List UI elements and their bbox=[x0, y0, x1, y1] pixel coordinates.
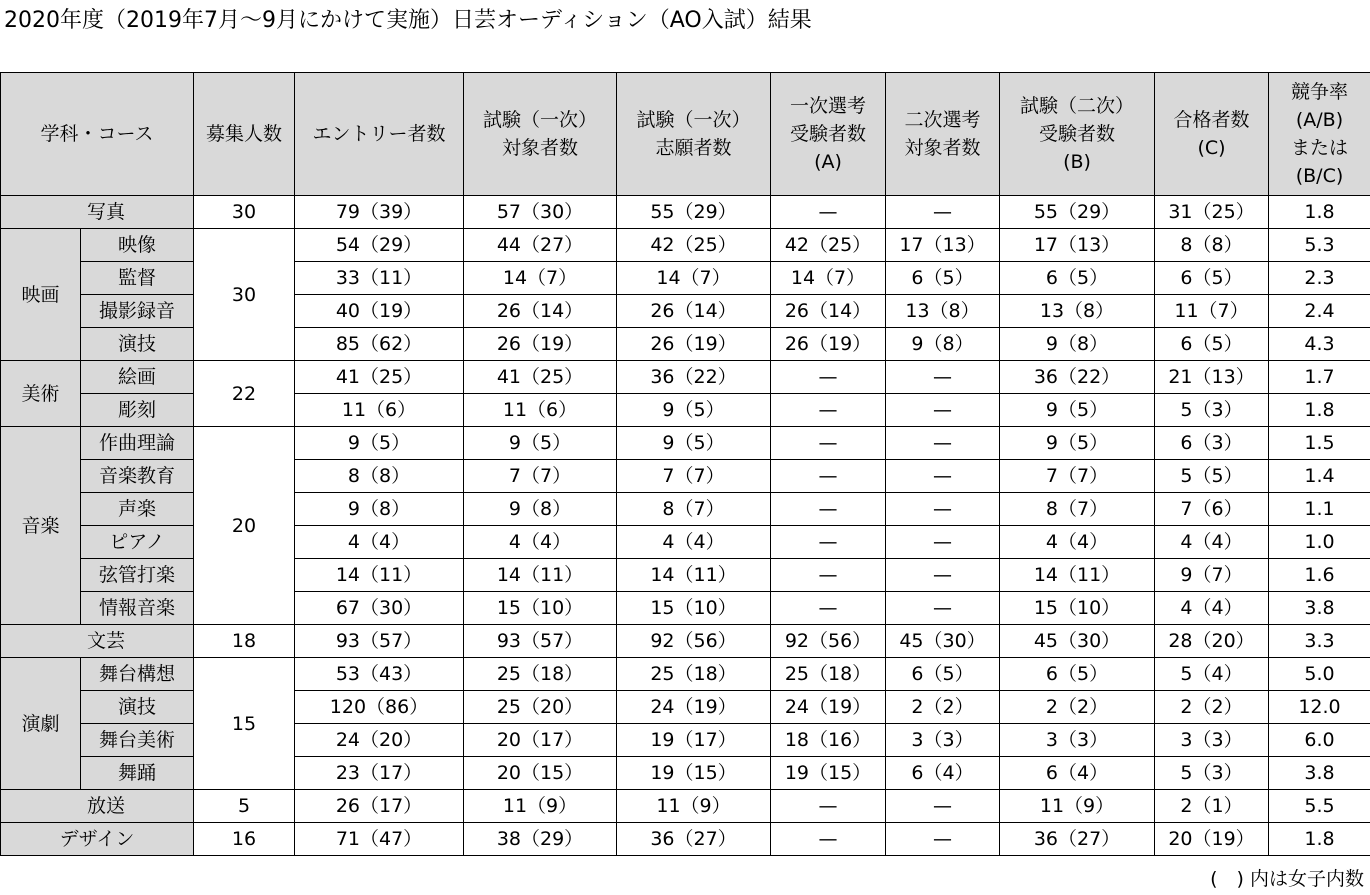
exam2-cell: 2（2） bbox=[1000, 691, 1155, 724]
quota-cell: 20 bbox=[194, 427, 295, 625]
exam2-cell: 9（8） bbox=[1000, 328, 1155, 361]
ratio-cell: 5.5 bbox=[1269, 790, 1370, 823]
entries-cell: 26（17） bbox=[295, 790, 464, 823]
passed-cell: 9（7） bbox=[1155, 559, 1269, 592]
exam1-target-cell: 25（20） bbox=[464, 691, 617, 724]
quota-cell: 30 bbox=[194, 229, 295, 361]
sel1-cell: — bbox=[771, 361, 886, 394]
exam2-cell: 11（9） bbox=[1000, 790, 1155, 823]
passed-cell: 3（3） bbox=[1155, 724, 1269, 757]
entries-cell: 54（29） bbox=[295, 229, 464, 262]
table-row bbox=[1, 196, 1370, 229]
ratio-cell: 1.8 bbox=[1269, 394, 1370, 427]
exam2-cell: 6（4） bbox=[1000, 757, 1155, 790]
exam1-target-cell: 4（4） bbox=[464, 526, 617, 559]
ratio-cell: 1.5 bbox=[1269, 427, 1370, 460]
sel1-cell: 24（19） bbox=[771, 691, 886, 724]
exam1-target-cell: 7（7） bbox=[464, 460, 617, 493]
entries-cell: 120（86） bbox=[295, 691, 464, 724]
exam1-target-cell: 44（27） bbox=[464, 229, 617, 262]
header-dept: 学科・コース bbox=[1, 73, 194, 196]
entries-cell: 24（20） bbox=[295, 724, 464, 757]
passed-cell: 5（3） bbox=[1155, 394, 1269, 427]
dept-cell: 写真 bbox=[1, 196, 194, 229]
course-cell: 声楽 bbox=[81, 493, 194, 526]
exam1-apply-cell: 55（29） bbox=[617, 196, 771, 229]
sel2-cell: 3（3） bbox=[886, 724, 1000, 757]
ratio-cell: 1.6 bbox=[1269, 559, 1370, 592]
quota-cell: 30 bbox=[194, 196, 295, 229]
exam1-target-cell: 38（29） bbox=[464, 823, 617, 856]
ratio-cell: 12.0 bbox=[1269, 691, 1370, 724]
table-row bbox=[1, 361, 1370, 394]
passed-cell: 31（25） bbox=[1155, 196, 1269, 229]
course-cell: 彫刻 bbox=[81, 394, 194, 427]
entries-cell: 53（43） bbox=[295, 658, 464, 691]
sel1-cell: 25（18） bbox=[771, 658, 886, 691]
entries-cell: 71（47） bbox=[295, 823, 464, 856]
ratio-cell: 4.3 bbox=[1269, 328, 1370, 361]
ratio-cell: 1.7 bbox=[1269, 361, 1370, 394]
sel2-cell: — bbox=[886, 361, 1000, 394]
ratio-cell: 3.3 bbox=[1269, 625, 1370, 658]
ratio-cell: 3.8 bbox=[1269, 592, 1370, 625]
exam1-apply-cell: 36（27） bbox=[617, 823, 771, 856]
entries-cell: 4（4） bbox=[295, 526, 464, 559]
exam2-cell: 55（29） bbox=[1000, 196, 1155, 229]
course-cell: 作曲理論 bbox=[81, 427, 194, 460]
entries-cell: 33（11） bbox=[295, 262, 464, 295]
exam2-cell: 36（22） bbox=[1000, 361, 1155, 394]
sel2-cell: 9（8） bbox=[886, 328, 1000, 361]
ratio-cell: 3.8 bbox=[1269, 757, 1370, 790]
exam1-apply-cell: 15（10） bbox=[617, 592, 771, 625]
sel2-cell: — bbox=[886, 823, 1000, 856]
passed-cell: 5（5） bbox=[1155, 460, 1269, 493]
passed-cell: 4（4） bbox=[1155, 592, 1269, 625]
sel1-cell: 26（14） bbox=[771, 295, 886, 328]
ratio-cell: 1.0 bbox=[1269, 526, 1370, 559]
exam1-target-cell: 15（10） bbox=[464, 592, 617, 625]
passed-cell: 4（4） bbox=[1155, 526, 1269, 559]
exam1-target-cell: 93（57） bbox=[464, 625, 617, 658]
exam2-cell: 14（11） bbox=[1000, 559, 1155, 592]
entries-cell: 23（17） bbox=[295, 757, 464, 790]
dept-cell: 音楽 bbox=[1, 427, 81, 625]
sel1-cell: 92（56） bbox=[771, 625, 886, 658]
exam1-target-cell: 20（15） bbox=[464, 757, 617, 790]
sel2-cell: 6（5） bbox=[886, 658, 1000, 691]
exam1-apply-cell: 92（56） bbox=[617, 625, 771, 658]
course-cell: 絵画 bbox=[81, 361, 194, 394]
header-sel1: 一次選考 受験者数 (A) bbox=[771, 73, 886, 196]
header-exam1-target: 試験（一次） 対象者数 bbox=[464, 73, 617, 196]
entries-cell: 85（62） bbox=[295, 328, 464, 361]
sel2-cell: 6（5） bbox=[886, 262, 1000, 295]
exam2-cell: 9（5） bbox=[1000, 427, 1155, 460]
ratio-cell: 1.1 bbox=[1269, 493, 1370, 526]
exam1-target-cell: 9（8） bbox=[464, 493, 617, 526]
sel2-cell: 6（4） bbox=[886, 757, 1000, 790]
passed-cell: 8（8） bbox=[1155, 229, 1269, 262]
sel1-cell: — bbox=[771, 196, 886, 229]
entries-cell: 79（39） bbox=[295, 196, 464, 229]
exam2-cell: 6（5） bbox=[1000, 262, 1155, 295]
exam1-apply-cell: 14（7） bbox=[617, 262, 771, 295]
exam1-apply-cell: 24（19） bbox=[617, 691, 771, 724]
footnote: ( ) 内は女子内数 bbox=[1210, 868, 1364, 890]
course-cell: 演技 bbox=[81, 691, 194, 724]
header-row bbox=[1, 73, 1370, 196]
header-exam2: 試験（二次） 受験者数 (B) bbox=[1000, 73, 1155, 196]
header-exam1-apply: 試験（一次） 志願者数 bbox=[617, 73, 771, 196]
sel1-cell: 14（7） bbox=[771, 262, 886, 295]
table-row bbox=[1, 427, 1370, 460]
entries-cell: 41（25） bbox=[295, 361, 464, 394]
sel2-cell: — bbox=[886, 460, 1000, 493]
sel1-cell: — bbox=[771, 592, 886, 625]
sel1-cell: — bbox=[771, 790, 886, 823]
passed-cell: 2（1） bbox=[1155, 790, 1269, 823]
exam1-apply-cell: 8（7） bbox=[617, 493, 771, 526]
passed-cell: 5（4） bbox=[1155, 658, 1269, 691]
exam1-apply-cell: 26（19） bbox=[617, 328, 771, 361]
passed-cell: 21（13） bbox=[1155, 361, 1269, 394]
dept-cell: 放送 bbox=[1, 790, 194, 823]
dept-cell: 映画 bbox=[1, 229, 81, 361]
passed-cell: 20（19） bbox=[1155, 823, 1269, 856]
exam1-target-cell: 11（6） bbox=[464, 394, 617, 427]
passed-cell: 7（6） bbox=[1155, 493, 1269, 526]
passed-cell: 6（5） bbox=[1155, 328, 1269, 361]
exam2-cell: 6（5） bbox=[1000, 658, 1155, 691]
passed-cell: 6（3） bbox=[1155, 427, 1269, 460]
exam1-apply-cell: 25（18） bbox=[617, 658, 771, 691]
sel1-cell: — bbox=[771, 460, 886, 493]
sel2-cell: — bbox=[886, 493, 1000, 526]
exam1-apply-cell: 11（9） bbox=[617, 790, 771, 823]
exam1-apply-cell: 42（25） bbox=[617, 229, 771, 262]
ratio-cell: 1.8 bbox=[1269, 196, 1370, 229]
quota-cell: 18 bbox=[194, 625, 295, 658]
sel2-cell: — bbox=[886, 559, 1000, 592]
header-sel2: 二次選考 対象者数 bbox=[886, 73, 1000, 196]
sel2-cell: — bbox=[886, 196, 1000, 229]
entries-cell: 93（57） bbox=[295, 625, 464, 658]
sel2-cell: — bbox=[886, 427, 1000, 460]
page-title: 2020年度（2019年7月〜9月にかけて実施）日芸オーディション（AO入試）結果 bbox=[4, 8, 812, 33]
passed-cell: 6（5） bbox=[1155, 262, 1269, 295]
exam1-apply-cell: 9（5） bbox=[617, 394, 771, 427]
passed-cell: 5（3） bbox=[1155, 757, 1269, 790]
course-cell: 舞台美術 bbox=[81, 724, 194, 757]
entries-cell: 67（30） bbox=[295, 592, 464, 625]
exam1-apply-cell: 9（5） bbox=[617, 427, 771, 460]
quota-cell: 15 bbox=[194, 658, 295, 790]
course-cell: 映像 bbox=[81, 229, 194, 262]
course-cell: ピアノ bbox=[81, 526, 194, 559]
exam2-cell: 45（30） bbox=[1000, 625, 1155, 658]
sel1-cell: — bbox=[771, 526, 886, 559]
course-cell: 監督 bbox=[81, 262, 194, 295]
passed-cell: 2（2） bbox=[1155, 691, 1269, 724]
sel1-cell: — bbox=[771, 559, 886, 592]
quota-cell: 22 bbox=[194, 361, 295, 427]
dept-cell: 文芸 bbox=[1, 625, 194, 658]
ratio-cell: 5.0 bbox=[1269, 658, 1370, 691]
quota-cell: 16 bbox=[194, 823, 295, 856]
sel2-cell: 17（13） bbox=[886, 229, 1000, 262]
exam1-target-cell: 9（5） bbox=[464, 427, 617, 460]
sel1-cell: — bbox=[771, 394, 886, 427]
exam2-cell: 8（7） bbox=[1000, 493, 1155, 526]
header-entries: エントリー者数 bbox=[295, 73, 464, 196]
exam2-cell: 13（8） bbox=[1000, 295, 1155, 328]
sel2-cell: — bbox=[886, 526, 1000, 559]
header-passed: 合格者数 (C) bbox=[1155, 73, 1269, 196]
course-cell: 撮影録音 bbox=[81, 295, 194, 328]
exam1-apply-cell: 14（11） bbox=[617, 559, 771, 592]
exam1-target-cell: 11（9） bbox=[464, 790, 617, 823]
header-quota: 募集人数 bbox=[194, 73, 295, 196]
sel1-cell: — bbox=[771, 493, 886, 526]
dept-cell: 演劇 bbox=[1, 658, 81, 790]
sel1-cell: 19（15） bbox=[771, 757, 886, 790]
sel1-cell: 18（16） bbox=[771, 724, 886, 757]
exam1-apply-cell: 19（15） bbox=[617, 757, 771, 790]
course-cell: 舞台構想 bbox=[81, 658, 194, 691]
exam1-target-cell: 41（25） bbox=[464, 361, 617, 394]
exam1-target-cell: 14（11） bbox=[464, 559, 617, 592]
exam2-cell: 17（13） bbox=[1000, 229, 1155, 262]
sel2-cell: 2（2） bbox=[886, 691, 1000, 724]
sel1-cell: — bbox=[771, 823, 886, 856]
ratio-cell: 2.3 bbox=[1269, 262, 1370, 295]
sel2-cell: 45（30） bbox=[886, 625, 1000, 658]
table-row bbox=[1, 229, 1370, 262]
exam1-target-cell: 20（17） bbox=[464, 724, 617, 757]
sel2-cell: — bbox=[886, 394, 1000, 427]
exam1-apply-cell: 36（22） bbox=[617, 361, 771, 394]
entries-cell: 9（8） bbox=[295, 493, 464, 526]
results-table bbox=[0, 72, 1370, 856]
course-cell: 演技 bbox=[81, 328, 194, 361]
table-row bbox=[1, 790, 1370, 823]
course-cell: 情報音楽 bbox=[81, 592, 194, 625]
exam2-cell: 7（7） bbox=[1000, 460, 1155, 493]
exam1-apply-cell: 4（4） bbox=[617, 526, 771, 559]
sel1-cell: 42（25） bbox=[771, 229, 886, 262]
ratio-cell: 1.4 bbox=[1269, 460, 1370, 493]
exam2-cell: 3（3） bbox=[1000, 724, 1155, 757]
sel2-cell: 13（8） bbox=[886, 295, 1000, 328]
exam1-target-cell: 14（7） bbox=[464, 262, 617, 295]
exam2-cell: 9（5） bbox=[1000, 394, 1155, 427]
header-ratio: 競争率 (A/B) または (B/C) bbox=[1269, 73, 1370, 196]
entries-cell: 40（19） bbox=[295, 295, 464, 328]
passed-cell: 28（20） bbox=[1155, 625, 1269, 658]
course-cell: 音楽教育 bbox=[81, 460, 194, 493]
ratio-cell: 2.4 bbox=[1269, 295, 1370, 328]
sel1-cell: — bbox=[771, 427, 886, 460]
exam2-cell: 4（4） bbox=[1000, 526, 1155, 559]
passed-cell: 11（7） bbox=[1155, 295, 1269, 328]
exam1-target-cell: 26（14） bbox=[464, 295, 617, 328]
exam1-target-cell: 26（19） bbox=[464, 328, 617, 361]
sel1-cell: 26（19） bbox=[771, 328, 886, 361]
table-row bbox=[1, 823, 1370, 856]
ratio-cell: 1.8 bbox=[1269, 823, 1370, 856]
exam1-target-cell: 25（18） bbox=[464, 658, 617, 691]
sel2-cell: — bbox=[886, 592, 1000, 625]
entries-cell: 8（8） bbox=[295, 460, 464, 493]
ratio-cell: 6.0 bbox=[1269, 724, 1370, 757]
course-cell: 弦管打楽 bbox=[81, 559, 194, 592]
ratio-cell: 5.3 bbox=[1269, 229, 1370, 262]
exam2-cell: 36（27） bbox=[1000, 823, 1155, 856]
entries-cell: 11（6） bbox=[295, 394, 464, 427]
entries-cell: 14（11） bbox=[295, 559, 464, 592]
table-row bbox=[1, 625, 1370, 658]
exam1-target-cell: 57（30） bbox=[464, 196, 617, 229]
dept-cell: 美術 bbox=[1, 361, 81, 427]
exam2-cell: 15（10） bbox=[1000, 592, 1155, 625]
exam1-apply-cell: 19（17） bbox=[617, 724, 771, 757]
exam1-apply-cell: 7（7） bbox=[617, 460, 771, 493]
entries-cell: 9（5） bbox=[295, 427, 464, 460]
sel2-cell: — bbox=[886, 790, 1000, 823]
quota-cell: 5 bbox=[194, 790, 295, 823]
dept-cell: デザイン bbox=[1, 823, 194, 856]
table-row bbox=[1, 658, 1370, 691]
course-cell: 舞踊 bbox=[81, 757, 194, 790]
exam1-apply-cell: 26（14） bbox=[617, 295, 771, 328]
